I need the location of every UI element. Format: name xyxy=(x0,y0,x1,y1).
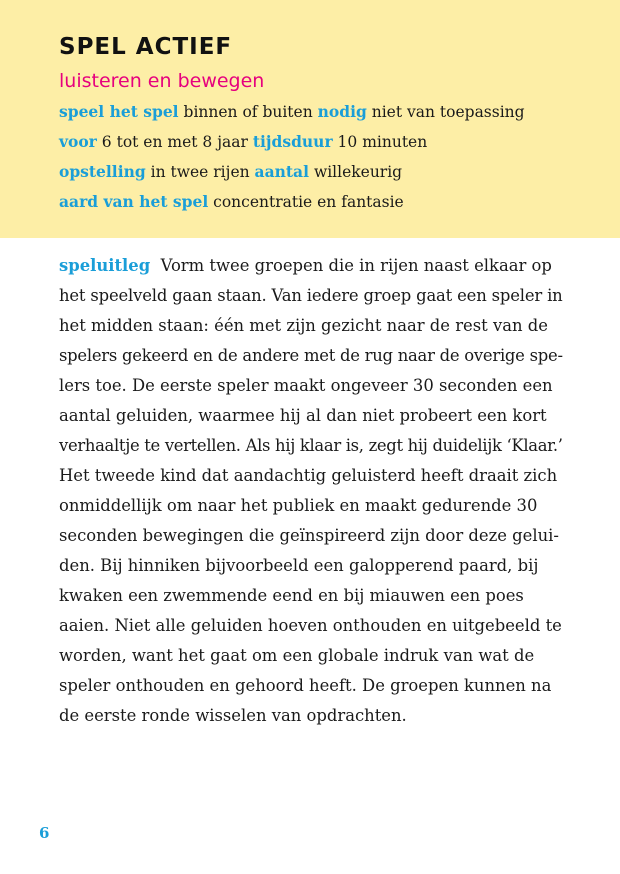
body-line xyxy=(59,251,563,281)
meta-label: aantal xyxy=(254,162,309,181)
meta-row xyxy=(59,162,402,181)
body-line: speler onthouden en gehoord heeft. De groepen kunnen na xyxy=(59,676,552,695)
meta-value: 10 minuten xyxy=(337,133,428,151)
meta-label: speel het spel xyxy=(59,102,179,121)
body-line: Het tweede kind dat aandachtig geluisterd heeft draait zich xyxy=(59,466,558,485)
meta-value: binnen of buiten xyxy=(183,103,313,121)
body-line-text: Vorm twee groepen die in rijen naast elkaar op xyxy=(160,256,552,275)
body-line: den. Bij hinniken bijvoorbeeld een galopperend paard, bij xyxy=(59,556,539,575)
meta-row xyxy=(59,102,525,121)
body-line: de eerste ronde wisselen van opdrachten. xyxy=(59,706,407,725)
body-line: verhaaltje te vertellen. Als hij klaar is, zegt hij duidelijk ‘Klaar.’ xyxy=(59,436,563,455)
explanation-label: speluitleg xyxy=(59,256,151,275)
page-number: 6 xyxy=(39,824,50,842)
meta-label: nodig xyxy=(317,102,367,121)
meta-label: aard van het spel xyxy=(59,192,209,211)
game-info-header xyxy=(0,0,620,238)
meta-label: tijdsduur xyxy=(252,132,333,151)
body-line: het midden staan: één met zijn gezicht naar de rest van de xyxy=(59,316,548,335)
meta-value: niet van toepassing xyxy=(371,103,525,121)
meta-value: willekeurig xyxy=(313,163,403,181)
body-line: aantal geluiden, waarmee hij al dan niet probeert een kort xyxy=(59,406,547,425)
meta-row xyxy=(59,132,427,151)
page-title: SPEL ACTIEF xyxy=(59,34,233,60)
meta-value: in twee rijen xyxy=(150,163,250,181)
body-line: worden, want het gaat om een globale indruk van wat de xyxy=(59,646,535,665)
body-line: lers toe. De eerste speler maakt ongeveer 30 seconden een xyxy=(59,376,553,395)
body-line: seconden bewegingen die geïnspireerd zijn door deze gelui- xyxy=(59,526,559,545)
meta-value: 6 tot en met 8 jaar xyxy=(101,133,248,151)
game-explanation xyxy=(59,251,563,731)
body-line: spelers gekeerd en de andere met de rug naar de overige spe- xyxy=(59,346,563,365)
body-line: aaien. Niet alle geluiden hoeven onthouden en uitgebeeld te xyxy=(59,616,562,635)
meta-label: voor xyxy=(59,132,97,151)
meta-label: opstelling xyxy=(59,162,146,181)
page-subtitle: luisteren en bewegen xyxy=(59,70,265,92)
body-line: kwaken een zwemmende eend en bij miauwen een poes xyxy=(59,586,524,605)
body-line: het speelveld gaan staan. Van iedere groep gaat een speler in xyxy=(59,286,563,305)
meta-value: concentratie en fantasie xyxy=(213,193,404,211)
body-line: onmiddellijk om naar het publiek en maakt gedurende 30 xyxy=(59,496,538,515)
meta-row xyxy=(59,192,404,211)
